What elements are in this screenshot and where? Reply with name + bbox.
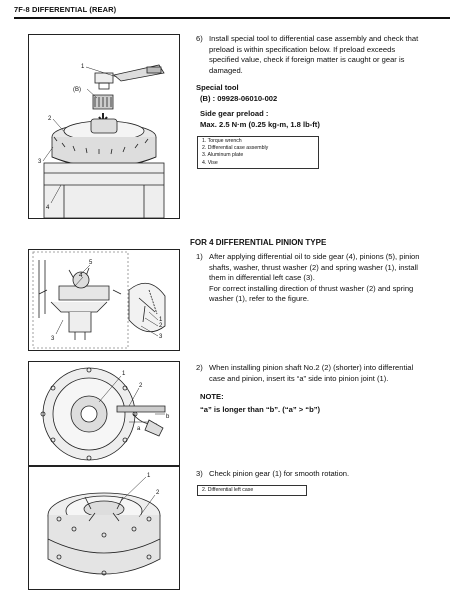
step-1-number: 1) <box>196 252 203 261</box>
fig1-label-4: 4 <box>46 205 50 211</box>
step-1 <box>196 252 426 305</box>
step-2-number: 2) <box>196 363 203 372</box>
note-label: NOTE: <box>200 392 224 401</box>
special-tool-value: (B) : 09928-06010-002 <box>200 94 278 103</box>
step-2 <box>196 363 426 384</box>
special-tool-label: Special tool <box>196 83 239 92</box>
fig3-label-a: a <box>137 426 141 432</box>
section-title: FOR 4 DIFFERENTIAL PINION TYPE <box>190 238 327 247</box>
fig2-label-3a: 3 <box>51 336 55 342</box>
pinion-shaft-illustration <box>29 362 179 465</box>
fig2-label-5: 5 <box>89 260 93 266</box>
fig1-label-b: (B) <box>73 87 81 93</box>
fig1-label-2: 2 <box>48 116 52 122</box>
fig2-label-1: 1 <box>159 317 163 323</box>
step-6-number: 6) <box>196 34 203 43</box>
legend-item: 4. Vise <box>202 159 218 166</box>
legend-item: 1. Torque wrench <box>202 138 242 144</box>
fig4-label-2: 2 <box>156 490 160 496</box>
figure-pinion-shaft <box>28 361 180 466</box>
legend-item: 2. Differential left case <box>202 487 254 493</box>
step-6-text: Install special tool to differential case assembly and check that preload is within specification below. If preload exceeds specified value, check if foreign matter is caught or gear is damaged. <box>209 34 419 75</box>
header-rule <box>14 17 450 19</box>
figure-pinion-rotation <box>28 466 180 590</box>
preload-value: Max. 2.5 N·m (0.25 kg-m, 1.8 lb-ft) <box>200 120 320 129</box>
step-3 <box>196 469 426 480</box>
step-6 <box>196 34 426 76</box>
step-1-text-2: For correct installing direction of thrust washer (2) and spring washer (1), refer to the figure. <box>209 283 414 304</box>
step-2-text: When installing pinion shaft No.2 (2) (shorter) into differential case and pinion, insert its “a” side into pinion joint (1). <box>209 363 414 383</box>
figure-preload-check <box>28 34 180 219</box>
preload-label: Side gear preload : <box>200 109 269 118</box>
step-3-number: 3) <box>196 469 203 478</box>
fig4-label-1: 1 <box>147 473 151 479</box>
fig1-label-1: 1 <box>81 64 85 70</box>
legend-step-6 <box>197 136 319 169</box>
step-3-text: Check pinion gear (1) for smooth rotation. <box>209 469 350 478</box>
fig3-label-2: 2 <box>139 383 143 389</box>
fig2-label-2: 2 <box>159 323 163 329</box>
fig2-label-3b: 3 <box>159 334 163 340</box>
note-text: “a” is longer than “b”. (“a” > “b”) <box>200 405 321 414</box>
pinion-assembly-illustration <box>29 250 179 350</box>
page-header: 7F-8 DIFFERENTIAL (REAR) <box>14 5 117 14</box>
fig3-label-1: 1 <box>122 371 126 377</box>
legend-step-3 <box>197 485 307 496</box>
pinion-rotation-illustration <box>29 467 179 589</box>
legend-item: 2. Differential case assembly <box>202 145 269 152</box>
fig3-label-b: b <box>166 414 170 420</box>
step-1-text: After applying differential oil to side gear (4), pinions (5), pinion shafts, washer, thrust washer (2) and spring washer (1), install them in differential left case (3). <box>209 252 420 283</box>
figure-pinion-assembly <box>28 249 180 351</box>
preload-illustration <box>29 35 179 218</box>
legend-item: 3. Aluminum plate <box>202 152 244 159</box>
fig1-label-3: 3 <box>38 159 42 165</box>
fig2-label-4: 4 <box>79 273 83 279</box>
